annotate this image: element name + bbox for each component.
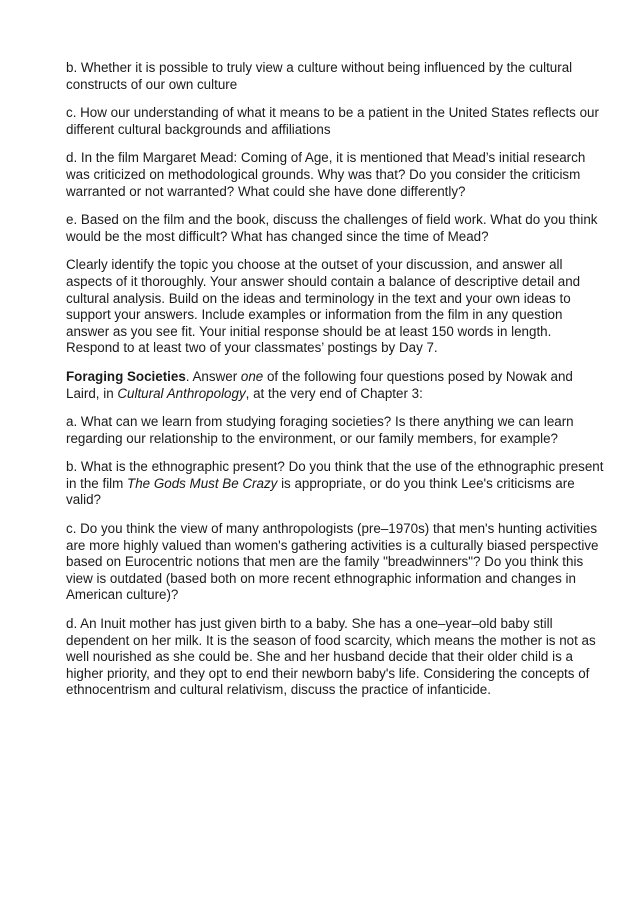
question-b-text-2: is appropriate, or do you think Lee's criticisms are valid?: [66, 475, 575, 508]
document-page: [66, 60, 606, 711]
foraging-question-b: [66, 459, 606, 509]
discussion-instructions: Clearly identify the topic you choose at the outset of your discussion, and answer all aspects of it thoroughly. Your answer should contain a balance of descriptive detail and cultural analysis. Build on the ideas and terminology in the text and your own ideas to support your answers. Include examples or information from the film in any question answer as you see fit. Your initial response should be at least 150 words in length. Respond to at least two of your classmates’ postings by Day 7.: [66, 257, 581, 356]
foraging-question-c: c. Do you think the view of many anthropologists (pre–1970s) that men's hunting activities are more highly valued than women's gathering activities is a culturally biased perspective based on Eurocentric notions that men are the family "breadwinners"? Do you think this view is outdated (based both on more recent ethnographic information and changes in American culture)?: [66, 521, 599, 603]
question-d: d. In the film Margaret Mead: Coming of Age, it is mentioned that Mead’s initial research was criticized on methodological grounds. Why was that? Do you consider the criticism warranted or not warranted? What could she have done differently?: [66, 150, 586, 199]
question-e: e. Based on the film and the book, discuss the challenges of field work. What do you think would be the most difficult? What has changed since the time of Mead?: [66, 212, 598, 244]
foraging-question-d: d. An Inuit mother has just given birth to a baby. She has a one–year–old baby still dependent on her milk. It is the season of food scarcity, which means the mother is not as well nourished as she could be. She and her husband decide that their older child is a higher priority, and they opt to end their newborn baby's life. Considering the concepts of ethnocentrism and cultural relativism, discuss the practice of infanticide.: [66, 616, 596, 698]
question-c: c. How our understanding of what it means to be a patient in the United States reflects our different cultural backgrounds and affiliations: [66, 105, 599, 137]
intro-italic-one: one: [240, 368, 264, 384]
intro-text-3: , at the very end of Chapter 3:: [245, 385, 423, 401]
section-heading: Foraging Societies: [66, 368, 186, 384]
intro-text-1: . Answer: [185, 368, 241, 384]
intro-text-2: of the following four questions posed by Nowak and Laird, in: [66, 368, 573, 401]
film-title: The Gods Must Be Crazy: [127, 475, 278, 491]
question-b: b. Whether it is possible to truly view a culture without being influenced by the cultural constructs of our own culture: [66, 60, 573, 92]
book-title: Cultural Anthropology: [117, 385, 246, 401]
foraging-intro: [66, 369, 606, 402]
question-b-text-1: b. What is the ethnographic present? Do you think that the use of the ethnographic present in the film: [66, 459, 604, 491]
foraging-question-a: a. What can we learn from studying foraging societies? Is there anything we can learn regarding our relationship to the environment, or our family members, for example?: [66, 414, 574, 446]
